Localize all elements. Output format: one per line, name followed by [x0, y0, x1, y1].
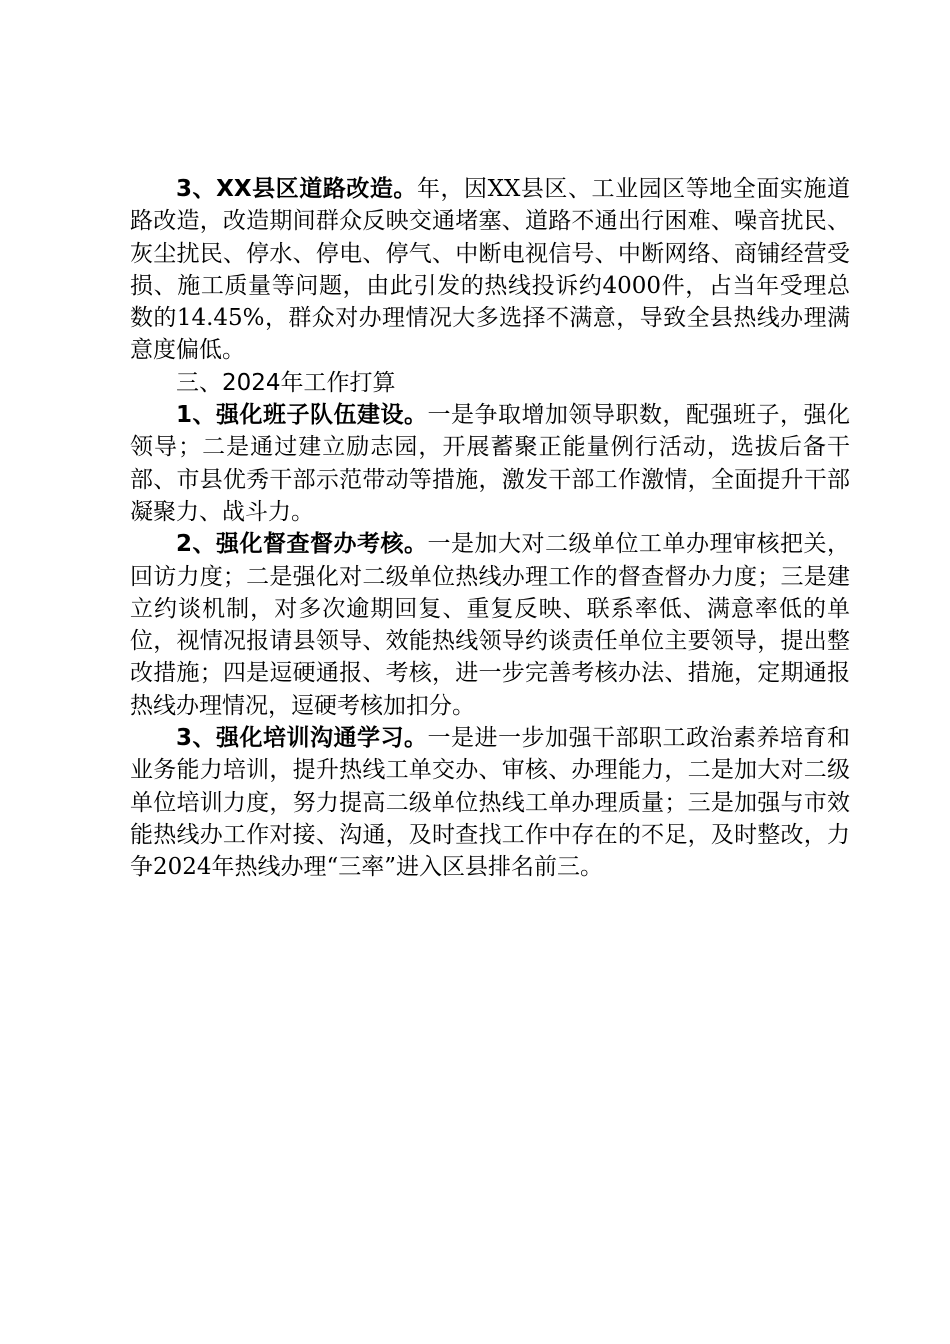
paragraph-heading: 3、XX县区道路改造。: [176, 176, 417, 202]
paragraph-body: 一是进一步加强干部职工政治素养培育和业务能力培训，提升热线工单交办、审核、办理能力，二是加大对二级单位培训力度，努力提高二级单位热线工单办理质量；三是加强与市效能热线办工作对接、沟通，及时查找工作中存在的不足，及时整改，力争2024年热线办理“三率”进入区县排名前三。: [130, 725, 850, 881]
section-heading-2024-plan: 三、2024年工作打算: [176, 369, 396, 396]
paragraph-body: 年，因XX县区、工业园区等地全面实施道路改造，改造期间群众反映交通堵塞、道路不通出行困难、噪音扰民、灰尘扰民、停水、停电、停气、中断电视信号、中断网络、商铺经营受损、施工质量等问题，由此引发的热线投诉约4000件，占当年受理总数的14.45%，群众对办理情况大多选择不满意，导致全县热线办理满意度偏低。: [130, 176, 850, 364]
paragraph-heading: 2、强化督查督办考核。: [176, 531, 428, 558]
paragraph-team-building: [130, 399, 850, 528]
paragraph-body: 一是加大对二级单位工单办理审核把关，回访力度；二是强化对二级单位热线办理工作的督查督办力度；三是建立约谈机制，对多次逾期回复、重复反映、联系率低、满意率低的单位，视情况报请县领导、效能热线领导约谈责任单位主要领导，提出整改措施；四是逗硬通报、考核，进一步完善考核办法、措施，定期通报热线办理情况，逗硬考核加扣分。: [130, 531, 850, 719]
paragraph-heading: 1、强化班子队伍建设。: [176, 402, 428, 429]
paragraph-training: [130, 722, 850, 883]
paragraph-body: 一是争取增加领导职数，配强班子，强化领导；二是通过建立励志园，开展蓄聚正能量例行活动，选拔后备干部、市县优秀干部示范带动等措施，激发干部工作激情，全面提升干部凝聚力、战斗力。: [130, 402, 850, 525]
paragraph-heading: 3、强化培训沟通学习。: [176, 725, 428, 752]
paragraph-road-renovation: [130, 173, 850, 367]
paragraph-supervision: [130, 528, 850, 722]
document-page: [130, 173, 850, 884]
